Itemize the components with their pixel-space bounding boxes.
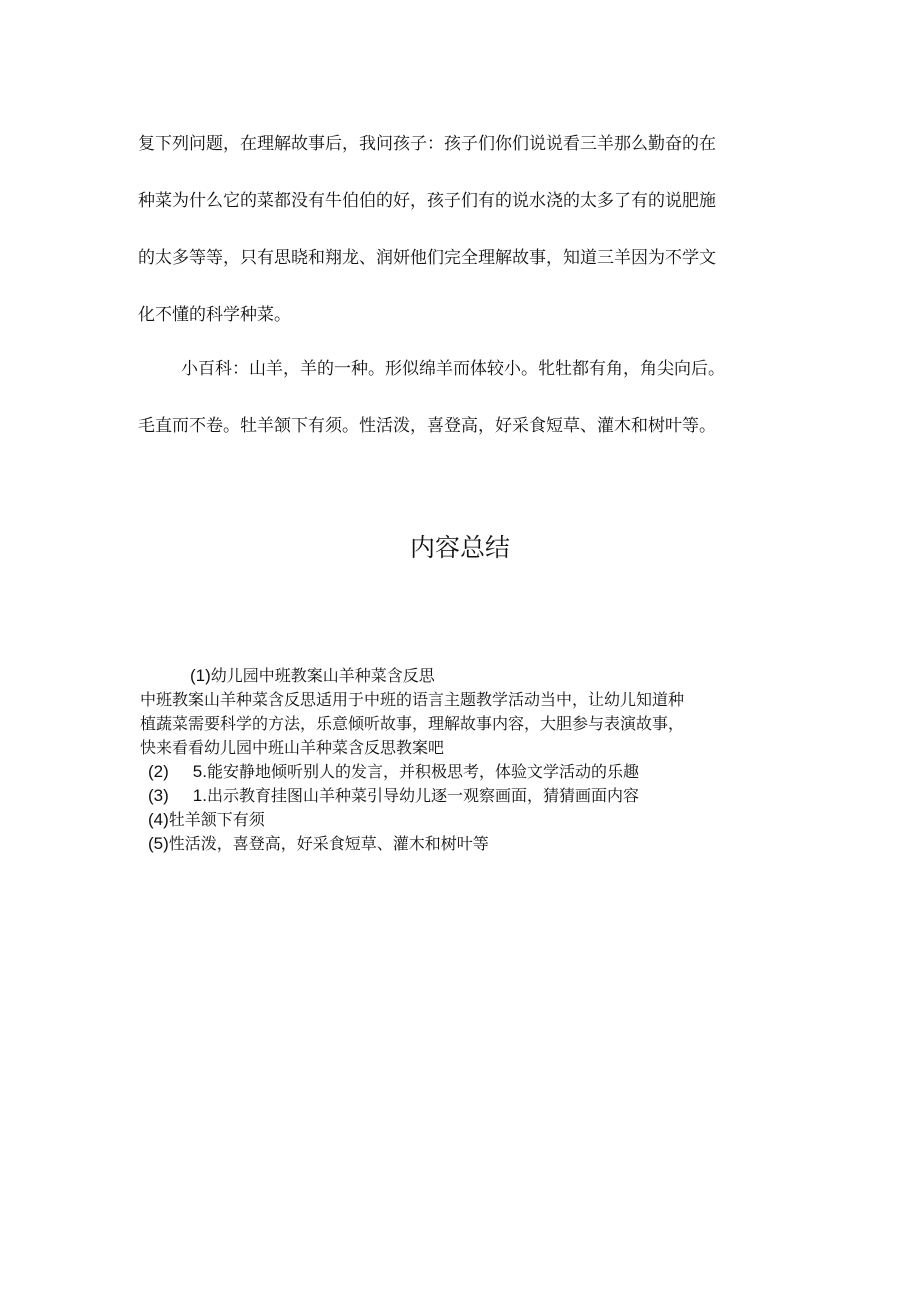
encyclopedia-paragraph — [138, 357, 778, 471]
summary-item-3 — [140, 784, 800, 808]
summary-item-2 — [140, 760, 800, 784]
item-number: (3) — [148, 786, 169, 805]
summary-item-1-heading — [140, 664, 800, 688]
text-line: 的太多等等，只有思晓和翔龙、润妍他们完全理解故事，知道三羊因为不学文 — [138, 248, 716, 268]
summary-item-5 — [140, 832, 800, 856]
text-line: 复下列问题，在理解故事后，我问孩子：孩子们你们说说看三羊那么勤奋的在 — [138, 134, 716, 154]
summary-item-4 — [140, 808, 800, 832]
text-line: 种菜为什么它的菜都没有牛伯伯的好，孩子们有的说水浇的太多了有的说肥施 — [138, 191, 716, 211]
story-reflection-paragraph — [138, 132, 778, 360]
item-text: 牡羊颔下有须 — [168, 810, 265, 829]
summary-title: 内容总结 — [409, 533, 510, 562]
summary-item-1-body-line: 快来看看幼儿园中班山羊种菜含反思教案吧 — [140, 738, 445, 757]
item-text: 出示教育挂图山羊种菜引导幼儿逐一观察画面，猜猜画面内容 — [206, 786, 639, 805]
summary-list — [140, 664, 800, 856]
item-text: 性活泼，喜登高，好采食短草、灌木和树叶等 — [168, 834, 489, 853]
item-subnumber: 1. — [192, 786, 207, 805]
summary-item-1-body-line: 植蔬菜需要科学的方法，乐意倾听故事，理解故事内容，大胆参与表演故事， — [140, 714, 685, 733]
item-number: (1) — [190, 666, 211, 685]
item-number: (4) — [148, 810, 169, 829]
item-text: 能安静地倾听别人的发言，并积极思考，体验文学活动的乐趣 — [206, 762, 639, 781]
text-line: 化不懂的科学种菜。 — [138, 305, 291, 325]
item-heading-text: 幼儿园中班教案山羊种菜含反思 — [210, 666, 435, 685]
item-number: (5) — [148, 834, 169, 853]
text-line: 小百科：山羊，羊的一种。形似绵羊而体较小。牝牡都有角，角尖向后。 — [181, 359, 725, 379]
text-line: 毛直而不卷。牡羊颔下有须。性活泼，喜登高，好采食短草、灌木和树叶等。 — [138, 416, 716, 436]
item-number: (2) — [148, 762, 169, 781]
summary-item-1-body-line: 中班教案山羊种菜含反思适用于中班的语言主题教学活动当中，让幼儿知道种 — [140, 690, 685, 709]
item-subnumber: 5. — [192, 762, 207, 781]
